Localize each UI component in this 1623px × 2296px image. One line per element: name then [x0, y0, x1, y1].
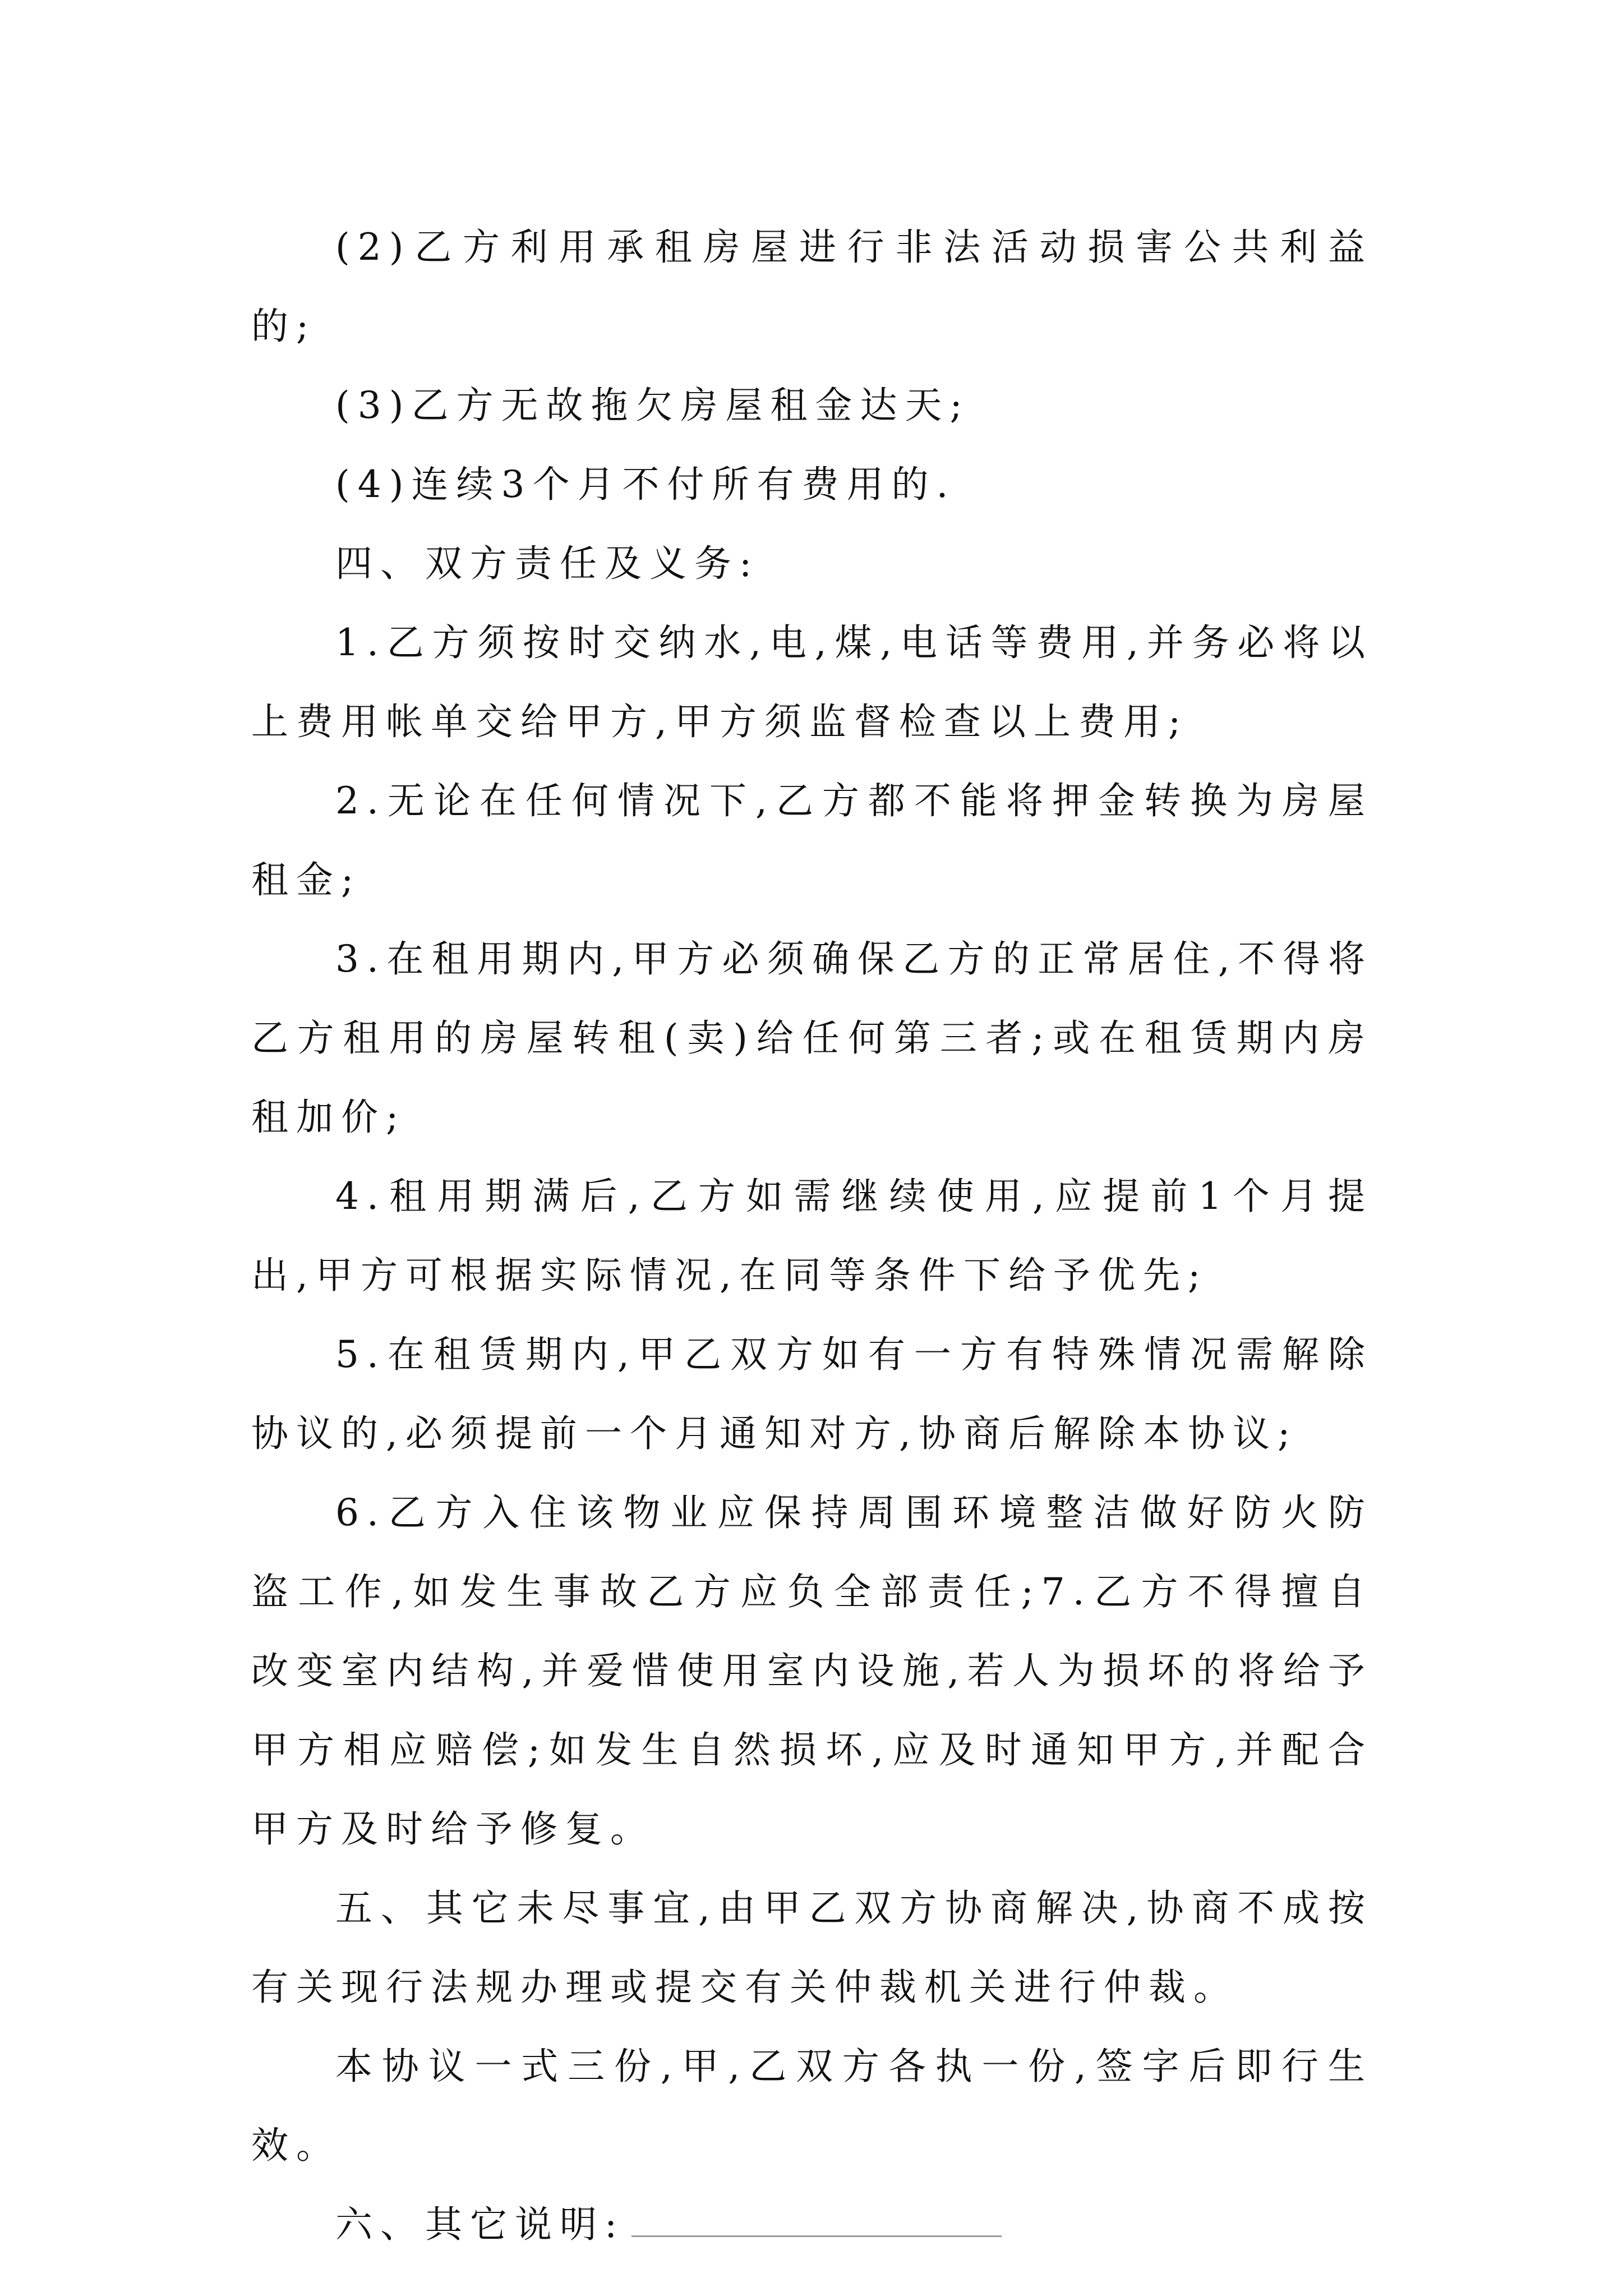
other-notes-label: 六、其它说明:: [335, 2203, 625, 2246]
section-five-other-matters: 五、其它未尽事宜,由甲乙双方协商解决,协商不成按有关现行法规办理或提交有关仲裁机关进行仲裁。: [251, 1887, 1373, 2009]
agreement-copies: 本协议一式三份,甲,乙双方各执一份,签字后即行生效。: [251, 2045, 1373, 2167]
section-six-other-notes: [251, 2185, 1373, 2264]
duty-1: 1.乙方须按时交纳水,电,煤,电话等费用,并务必将以上费用帐单交给甲方,甲方须监督检查以上费用;: [251, 621, 1373, 743]
section-heading-responsibilities: 四、双方责任及义务:: [335, 542, 760, 585]
duty-2: 2.无论在任何情况下,乙方都不能将押金转换为房屋租金;: [251, 779, 1373, 901]
duty-4: 4.租用期满后,乙方如需继续使用,应提前1个月提出,甲方可根据实际情况,在同等条件下给予优先;: [251, 1175, 1373, 1297]
document-body: [251, 208, 1373, 2264]
duty-5: 5.在租赁期内,甲乙双方如有一方有特殊情况需解除协议的,必须提前一个月通知对方,协商后解除本协议;: [251, 1333, 1373, 1455]
clause-2: (2)乙方利用承租房屋进行非法活动损害公共利益的;: [251, 226, 1373, 348]
fill-in-blank-line: [631, 2235, 1002, 2237]
duty-6-7: 6.乙方入住该物业应保持周围环境整洁做好防火防盗工作,如发生事故乙方应负全部责任;7.乙方不得擅自改变室内结构,并爱惜使用室内设施,若人为损坏的将给予甲方相应赔偿;如发生自然损坏,应及时通知甲方,并配合甲方及时给予修复。: [251, 1491, 1373, 1851]
duty-3: 3.在租用期内,甲方必须确保乙方的正常居住,不得将乙方租用的房屋转租(卖)给任何第三者;或在租赁期内房租加价;: [251, 937, 1373, 1139]
clause-3: (3)乙方无故拖欠房屋租金达天;: [335, 384, 970, 427]
clause-4: (4)连续3个月不付所有费用的.: [335, 463, 956, 506]
